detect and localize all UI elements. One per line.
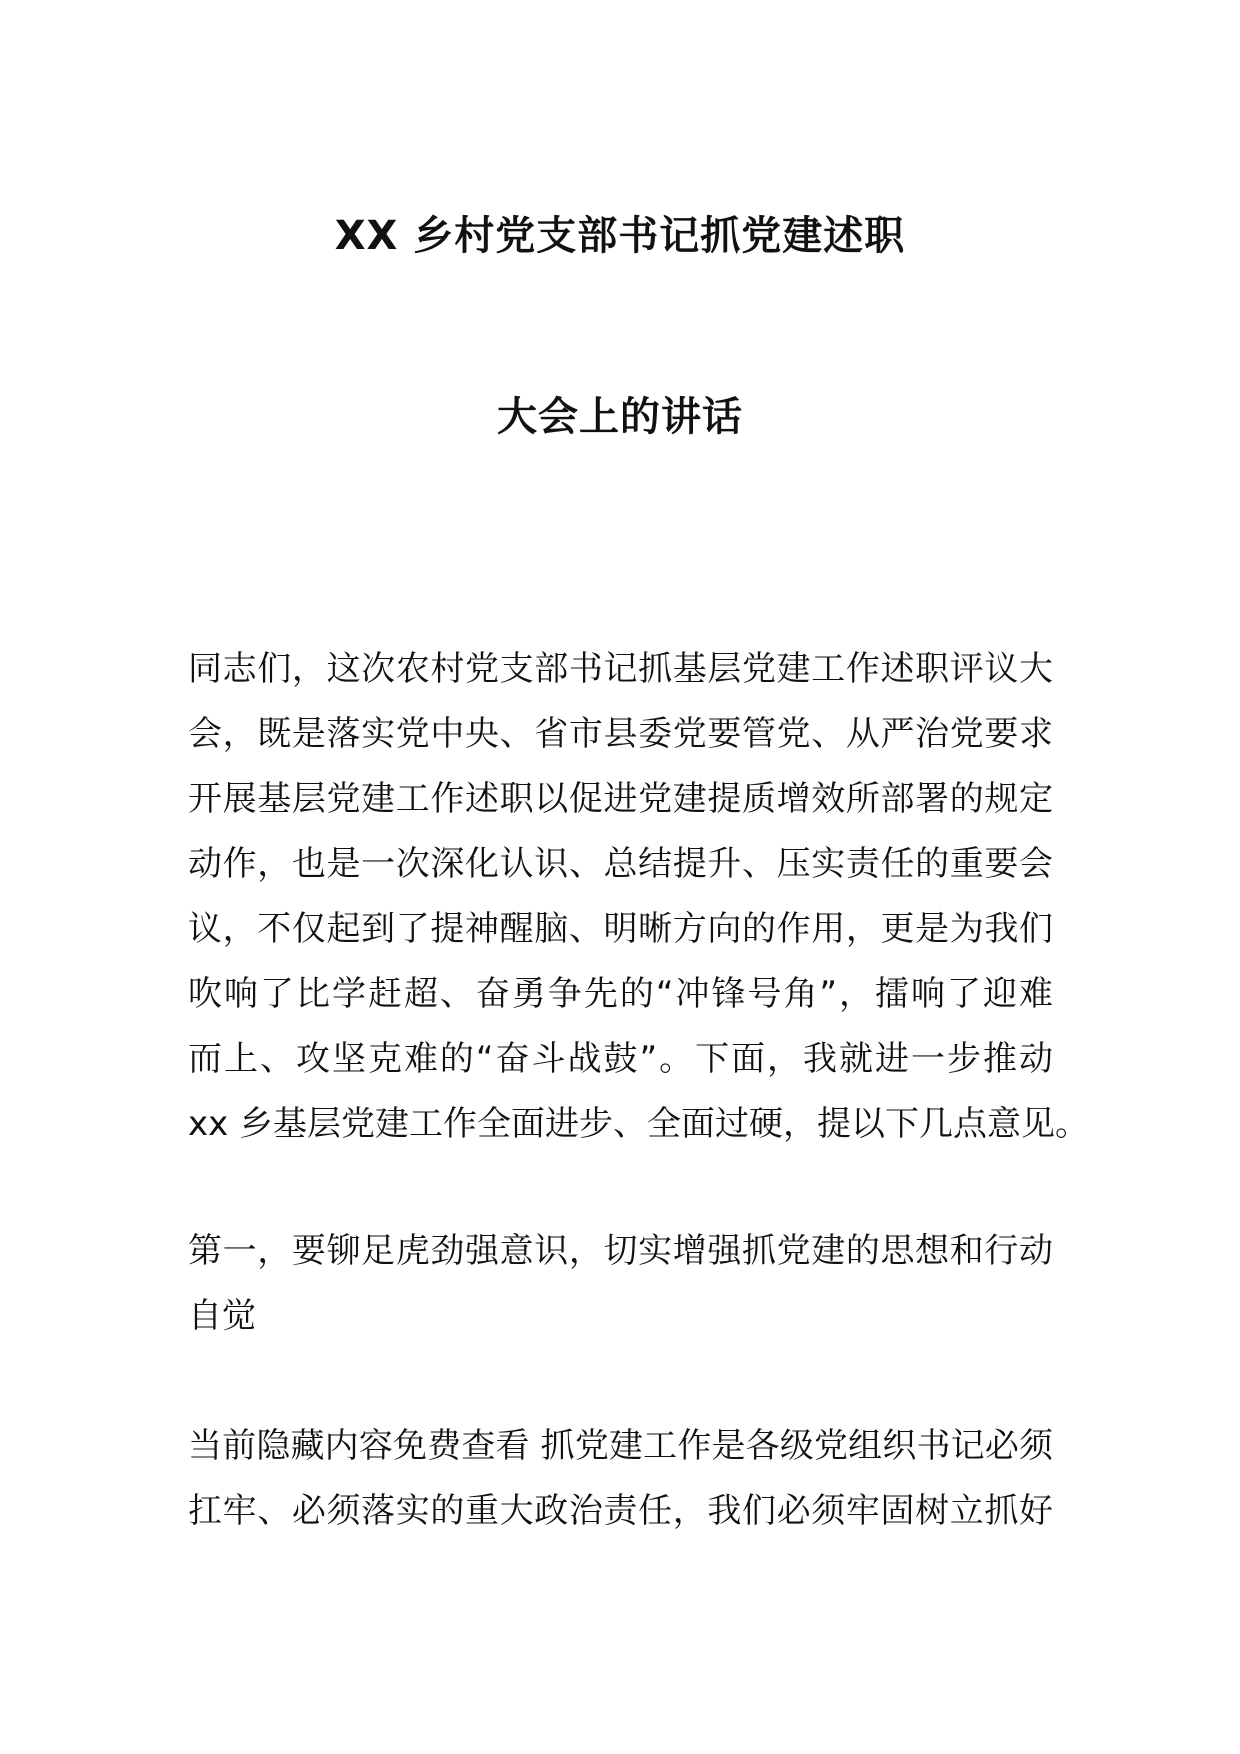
document-title-line-1: XX 乡村党支部书记抓党建述职 [334,213,906,259]
paragraph-body [188,1414,1053,1544]
text-line: xx 乡基层党建工作全面进步、全面过硬，提以下几点意见。 [188,1104,1090,1144]
text-line: 第一，要铆足虎劲强意识，切实增强抓党建的思想和行动 [188,1231,1053,1271]
document-title-line-2: 大会上的讲话 [497,394,743,440]
text-line: 扛牢、必须落实的重大政治责任，我们必须牢固树立抓好 [188,1491,1053,1531]
paragraph-intro [188,637,1090,1157]
text-line: 议，不仅起到了提神醒脑、明晰方向的作用，更是为我们 [188,909,1053,949]
text-line: 而上、攻坚克难的“奋斗战鼓”。下面，我就进一步推动 [188,1039,1053,1079]
text-line: 吹响了比学赶超、奋勇争先的“冲锋号角”，擂响了迎难 [188,974,1053,1014]
text-line: 自觉 [188,1296,256,1336]
text-line: 开展基层党建工作述职以促进党建提质增效所部署的规定 [188,779,1053,819]
text-line: 动作，也是一次深化认识、总结提升、压实责任的重要会 [188,844,1053,884]
paragraph-section-heading [188,1219,1053,1349]
text-line: 当前隐藏内容免费查看 抓党建工作是各级党组织书记必须 [188,1426,1053,1466]
text-line: 同志们，这次农村党支部书记抓基层党建工作述职评议大 [188,649,1053,689]
text-line: 会，既是落实党中央、省市县委党要管党、从严治党要求 [188,714,1053,754]
